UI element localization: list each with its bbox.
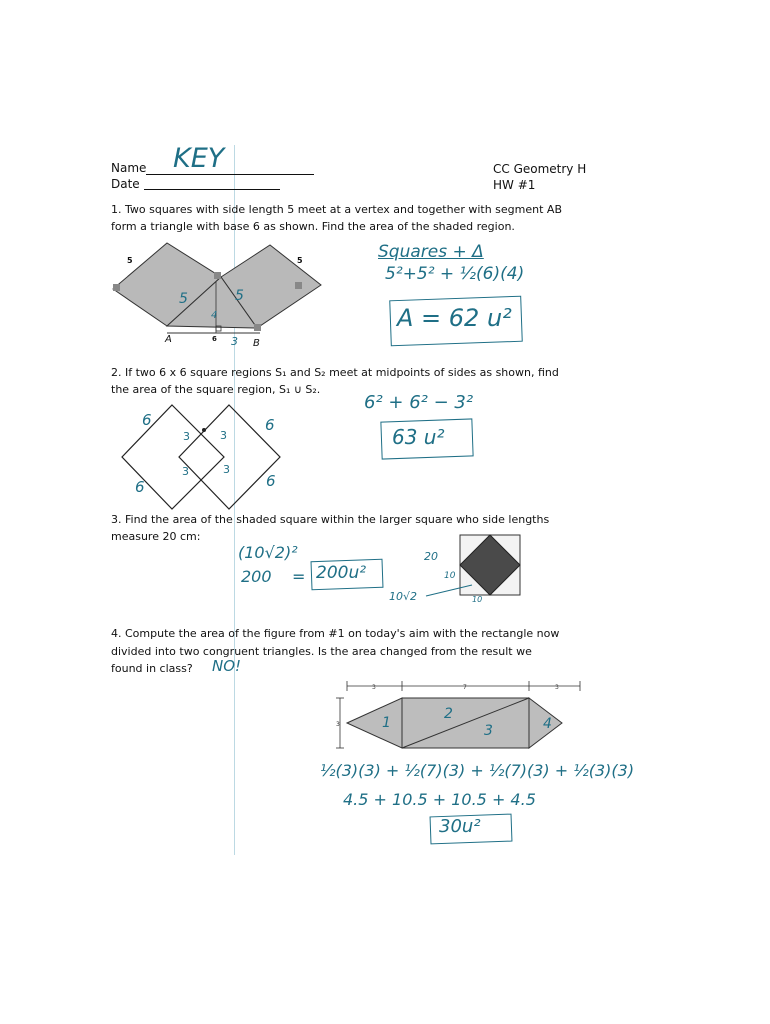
problem4-work-line2: 4.5 + 10.5 + 10.5 + 4.5 xyxy=(343,790,536,809)
problem4-prompt-line1: 4. Compute the area of the figure from #1 on today's aim with the rectangle now xyxy=(111,627,560,640)
dim-label-middle: 7 xyxy=(463,684,467,691)
problem2-work: 6² + 6² − 3² xyxy=(364,392,474,413)
problem1-work-line2: 5²+5² + ½(6)(4) xyxy=(385,264,525,284)
hw-label-5-right: 5 xyxy=(235,288,244,304)
problem2-figure xyxy=(120,400,295,510)
problem3-work-line1: (10√2)² xyxy=(238,543,298,562)
hw-label-3: 3 xyxy=(231,335,238,348)
hw-side-label: 6 xyxy=(266,472,276,490)
hw-label-4: 4 xyxy=(211,310,218,321)
problem3-equals: = xyxy=(292,567,306,586)
label-10root2: 10√2 xyxy=(389,590,418,603)
problem3-answer: 200u² xyxy=(316,563,367,583)
hw-label-5-left: 5 xyxy=(179,291,188,307)
problem1-prompt-line2: form a triangle with base 6 as shown. Find the area of the shaded region. xyxy=(111,220,515,233)
label-10-left: 10 xyxy=(444,571,456,581)
hw-side-label: 6 xyxy=(142,411,152,429)
region-label-4: 4 xyxy=(543,716,552,732)
problem2-prompt-line1: 2. If two 6 x 6 square regions S₁ and S₂ meet at midpoints of sides as shown, find xyxy=(111,366,559,379)
hw-half-label: 3 xyxy=(183,430,190,443)
hw-number: HW #1 xyxy=(493,178,536,192)
problem4-prompt-line3: found in class? xyxy=(111,662,193,675)
problem1-answer: A = 62 u² xyxy=(397,304,512,332)
hw-half-label: 3 xyxy=(220,429,227,442)
dim-label-height: 3 xyxy=(336,721,340,728)
problem1-figure xyxy=(100,238,340,350)
problem4-work-line1: ½(3)(3) + ½(7)(3) + ½(7)(3) + ½(3)(3) xyxy=(320,761,635,780)
region-label-3: 3 xyxy=(484,723,493,739)
problem3-work-line2: 200 xyxy=(241,567,272,586)
name-line xyxy=(146,174,314,175)
problem2-answer: 63 u² xyxy=(392,425,445,449)
label-point-b: B xyxy=(253,338,260,349)
label-point-a: A xyxy=(165,334,172,345)
name-label: Name xyxy=(111,161,147,175)
problem1-work-line1: Squares + Δ xyxy=(378,242,484,262)
name-value: KEY xyxy=(173,143,225,174)
course-title: CC Geometry H xyxy=(493,162,587,176)
dim-label-left: 3 xyxy=(372,684,376,691)
left-triangle xyxy=(347,698,402,748)
problem3-prompt-line1: 3. Find the area of the shaded square within the larger square who side lengths xyxy=(111,513,550,526)
hw-half-label: 3 xyxy=(223,463,230,476)
region-label-1: 1 xyxy=(382,715,391,731)
dim-label-right: 3 xyxy=(555,684,559,691)
label-20: 20 xyxy=(424,550,438,563)
region-label-2: 2 xyxy=(444,706,453,722)
problem4-hw-answer: NO! xyxy=(212,657,242,675)
problem4-answer: 30u² xyxy=(439,816,481,837)
label-side-left: 5 xyxy=(127,256,133,265)
hw-half-label: 3 xyxy=(182,465,189,478)
label-10-bottom: 10 xyxy=(472,595,483,604)
hw-side-label: 6 xyxy=(265,416,275,434)
problem3-prompt-line2: measure 20 cm: xyxy=(111,530,201,543)
hw-side-label: 6 xyxy=(135,478,145,496)
problem4-figure xyxy=(330,676,590,756)
problem3-figure xyxy=(380,530,530,604)
label-base: 6 xyxy=(212,335,217,343)
label-side-right: 5 xyxy=(297,256,303,265)
date-label: Date xyxy=(111,177,140,191)
problem1-prompt-line1: 1. Two squares with side length 5 meet at a vertex and together with segment AB xyxy=(111,203,562,216)
problem2-prompt-line2: the area of the square region, S₁ ∪ S₂. xyxy=(111,383,321,396)
problem4-prompt-line2: divided into two congruent triangles. Is the area changed from the result we xyxy=(111,645,532,658)
date-line xyxy=(144,189,280,190)
